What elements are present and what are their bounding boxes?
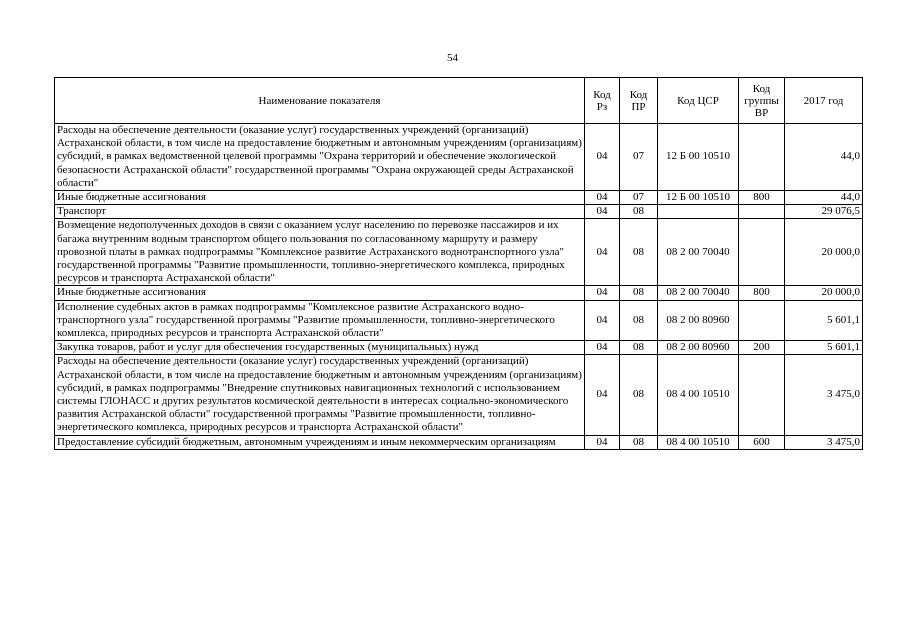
row-vr: 800 (739, 191, 785, 205)
row-amount: 44,0 (785, 124, 863, 191)
row-name: Иные бюджетные ассигнования (55, 191, 585, 205)
row-rz: 04 (585, 191, 620, 205)
header-year: 2017 год (785, 78, 863, 124)
row-amount: 29 076,5 (785, 205, 863, 219)
row-csr: 08 2 00 70040 (658, 286, 739, 300)
table-row (55, 191, 863, 205)
row-amount: 44,0 (785, 191, 863, 205)
row-amount: 3 475,0 (785, 355, 863, 435)
table-row (55, 286, 863, 300)
row-name: Предоставление субсидий бюджетным, автономным учреждениям и иным некоммерческим организациям (55, 435, 585, 449)
table-row (55, 300, 863, 341)
header-vr: Код группы ВР (739, 78, 785, 124)
row-vr (739, 205, 785, 219)
row-rz: 04 (585, 124, 620, 191)
table-row (55, 435, 863, 449)
row-rz: 04 (585, 219, 620, 286)
row-name: Закупка товаров, работ и услуг для обеспечения государственных (муниципальных) нужд (55, 341, 585, 355)
row-name: Расходы на обеспечение деятельности (оказание услуг) государственных учреждений (организаций) Астраханской области, в том числе на предоставление бюджетным и автономным учреждениям (организациям) субсидий, в рамках подпрограммы "Внедрение спутниковых навигационных технологий с использованием системы ГЛОНАСС и других результатов космической деятельности в интересах социально-экономического развития Астраханской области" государственной программы "Развитие промышленности, топливно-энергетического комплекса, природных ресурсов и транспорта Астраханской области" (55, 355, 585, 435)
row-vr (739, 355, 785, 435)
row-pr: 08 (620, 219, 658, 286)
row-rz: 04 (585, 300, 620, 341)
row-pr: 08 (620, 435, 658, 449)
row-vr: 600 (739, 435, 785, 449)
row-pr: 08 (620, 205, 658, 219)
row-pr: 08 (620, 300, 658, 341)
row-vr (739, 300, 785, 341)
row-amount: 20 000,0 (785, 219, 863, 286)
table-row (55, 205, 863, 219)
row-name: Расходы на обеспечение деятельности (оказание услуг) государственных учреждений (организаций) Астраханской области, в том числе на предоставление бюджетным и автономным учреждениям (организациям) субсидий, в рамках ведомственной целевой программы "Охрана территорий и обеспечение экологической безопасности Астраханской области" государственной программы "Охрана окружающей среды Астраханской области" (55, 124, 585, 191)
row-csr: 08 2 00 80960 (658, 341, 739, 355)
row-vr (739, 219, 785, 286)
row-name: Транспорт (55, 205, 585, 219)
row-csr: 12 Б 00 10510 (658, 191, 739, 205)
row-vr (739, 124, 785, 191)
row-amount: 20 000,0 (785, 286, 863, 300)
header-name: Наименование показателя (55, 78, 585, 124)
row-pr: 07 (620, 124, 658, 191)
row-csr: 08 4 00 10510 (658, 435, 739, 449)
header-rz: Код Рз (585, 78, 620, 124)
row-rz: 04 (585, 341, 620, 355)
table-row (55, 341, 863, 355)
row-pr: 08 (620, 341, 658, 355)
row-rz: 04 (585, 355, 620, 435)
row-amount: 5 601,1 (785, 300, 863, 341)
header-pr: Код ПР (620, 78, 658, 124)
row-vr: 200 (739, 341, 785, 355)
row-pr: 08 (620, 286, 658, 300)
header-row (55, 78, 863, 124)
row-csr: 08 4 00 10510 (658, 355, 739, 435)
page-number: 54 (447, 52, 458, 64)
table-row (55, 355, 863, 435)
row-name: Иные бюджетные ассигнования (55, 286, 585, 300)
row-name: Исполнение судебных актов в рамках подпрограммы "Комплексное развитие Астраханского воднотранспортного узла" государственной программы "Развитие промышленности, топливно-энергетического комплекса, природных ресурсов и транспорта Астраханской области" (55, 300, 585, 341)
row-rz: 04 (585, 435, 620, 449)
table-row (55, 124, 863, 191)
row-pr: 07 (620, 191, 658, 205)
row-name: Возмещение недополученных доходов в связи с оказанием услуг населению по перевозке пассажиров и их багажа внутренним водным транспортом общего пользования по согласованному маршруту и размеру провозной платы в рамках подпрограммы "Комплексное развитие Астраханского воднотранспортного узла" государственной программы "Развитие промышленности, топливно-энергетического комплекса, природных ресурсов и транспорта Астраханской области" (55, 219, 585, 286)
row-amount: 5 601,1 (785, 341, 863, 355)
row-amount: 3 475,0 (785, 435, 863, 449)
row-vr: 800 (739, 286, 785, 300)
row-rz: 04 (585, 205, 620, 219)
row-rz: 04 (585, 286, 620, 300)
row-pr: 08 (620, 355, 658, 435)
row-csr: 12 Б 00 10510 (658, 124, 739, 191)
row-csr (658, 205, 739, 219)
row-csr: 08 2 00 70040 (658, 219, 739, 286)
table-row (55, 219, 863, 286)
header-csr: Код ЦСР (658, 78, 739, 124)
row-csr: 08 2 00 80960 (658, 300, 739, 341)
budget-table (54, 77, 863, 450)
